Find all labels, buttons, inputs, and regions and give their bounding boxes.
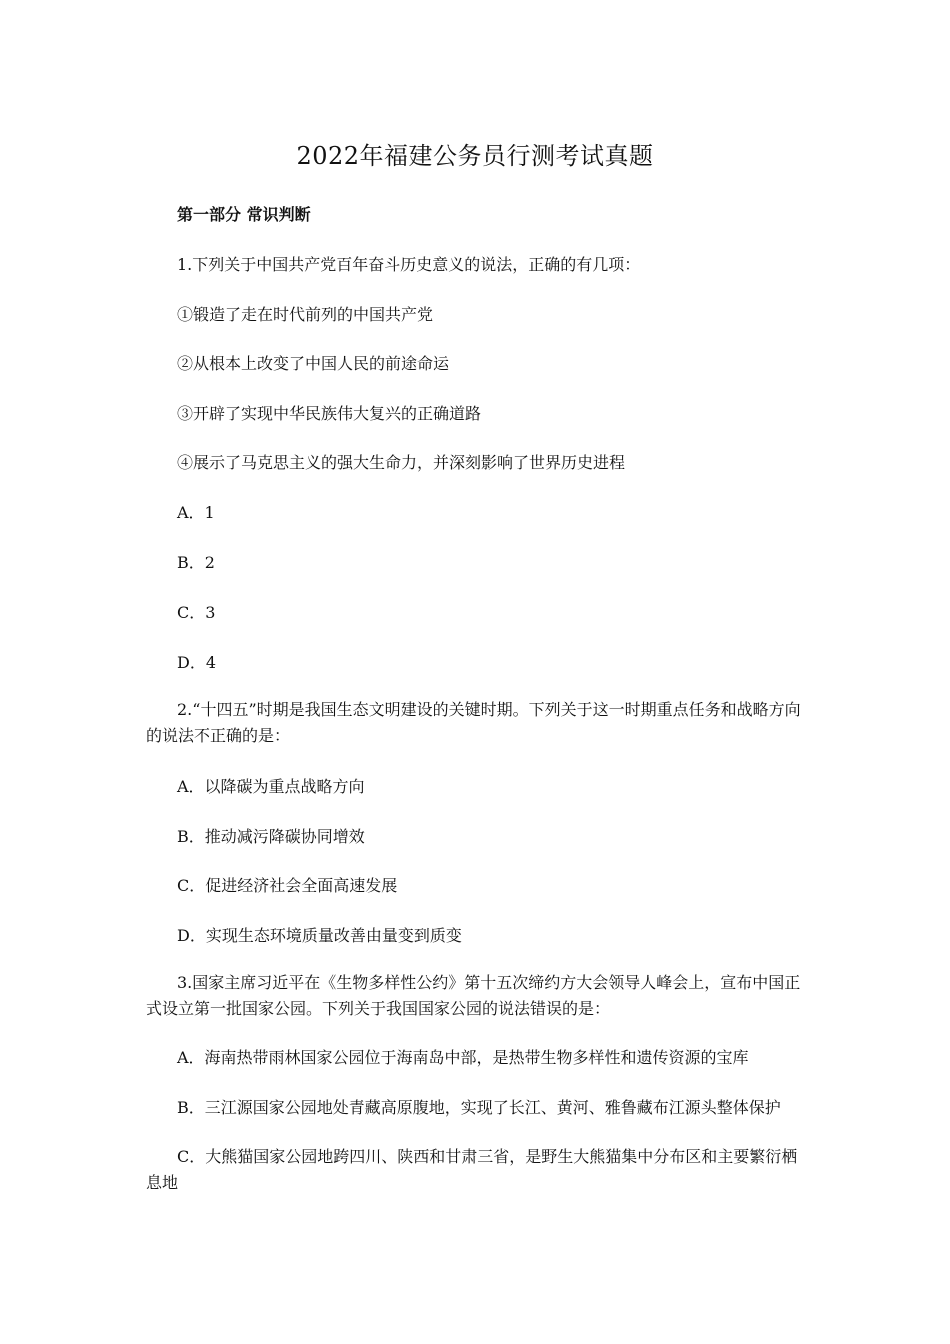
question-1-stem: 1.下列关于中国共产党百年奋斗历史意义的说法，正确的有几项：	[177, 255, 641, 274]
question-3-option-c: C．大熊猫国家公园地跨四川、陕西和甘肃三省，是野生大熊猫集中分布区和主要繁衍栖息地	[146, 1147, 798, 1192]
question-3-stem: 3.国家主席习近平在《生物多样性公约》第十五次缔约方大会领导人峰会上，宣布中国正式设立第一批国家公园。下列关于我国国家公园的说法错误的是：	[146, 973, 801, 1018]
question-2-option-b: B．推动减污降碳协同增效	[177, 827, 365, 846]
question-1-statement-4: ④展示了马克思主义的强大生命力，并深刻影响了世界历史进程	[177, 453, 626, 472]
question-2-option-a: A．以降碳为重点战略方向	[177, 777, 365, 796]
question-1-statement-2: ②从根本上改变了中国人民的前途命运	[177, 354, 450, 373]
question-1-option-b: B．2	[177, 553, 215, 572]
question-3-option-a: A．海南热带雨林国家公园位于海南岛中部，是热带生物多样性和遗传资源的宝库	[177, 1048, 749, 1067]
question-1-statement-3: ③开辟了实现中华民族伟大复兴的正确道路	[177, 404, 482, 423]
question-2-option-c: C．促进经济社会全面高速发展	[177, 876, 398, 895]
question-2-stem: 2.“十四五”时期是我国生态文明建设的关键时期。下列关于这一时期重点任务和战略方向的说法不正确的是：	[146, 700, 801, 745]
section-heading: 第一部分 常识判断	[177, 205, 311, 224]
question-1-option-a: A．1	[177, 503, 215, 522]
question-2-option-d: D．实现生态环境质量改善由量变到质变	[177, 926, 462, 945]
document-title: 2022年福建公务员行测考试真题	[296, 142, 654, 170]
question-1-option-d: D．4	[177, 653, 217, 672]
question-1-statement-1: ①锻造了走在时代前列的中国共产党	[177, 305, 434, 324]
question-3-option-b: B．三江源国家公园地处青藏高原腹地，实现了长江、黄河、雅鲁藏布江源头整体保护	[177, 1098, 781, 1117]
question-1-option-c: C．3	[177, 603, 216, 622]
